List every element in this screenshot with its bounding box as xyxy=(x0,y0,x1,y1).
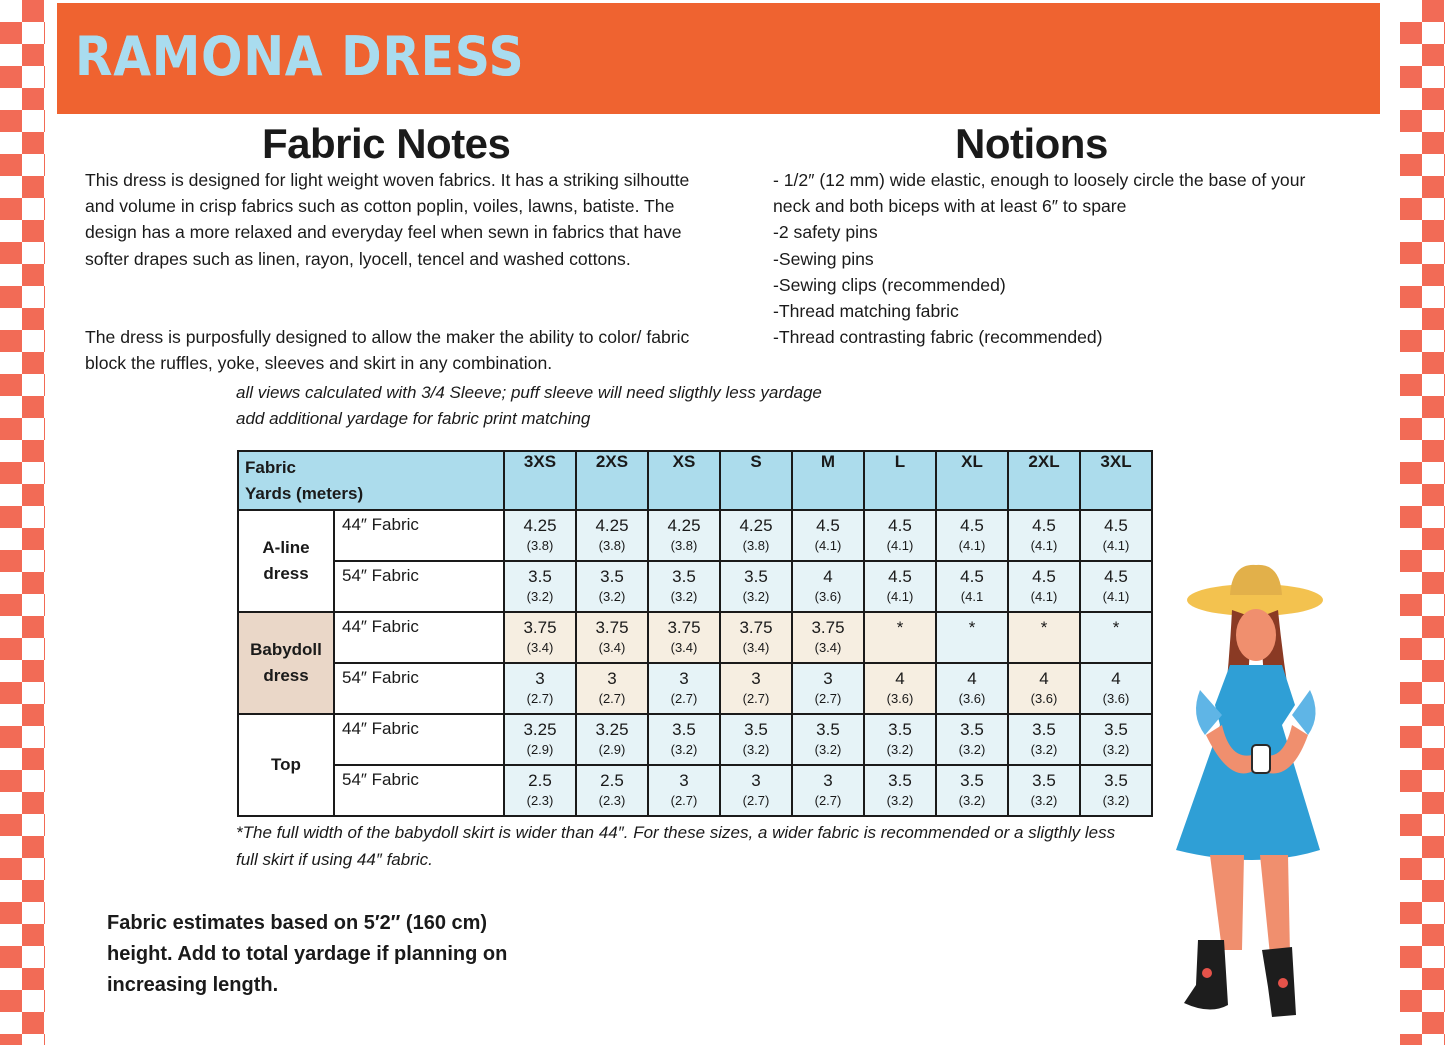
yardage-cell xyxy=(936,765,1008,816)
yards-value: 4.5 xyxy=(816,516,840,535)
yards-value: 4.5 xyxy=(960,516,984,535)
yardage-cell xyxy=(936,663,1008,714)
yardage-cell xyxy=(504,663,576,714)
yardage-cell xyxy=(720,510,792,561)
yardage-cell xyxy=(576,765,648,816)
checkerboard-border-right xyxy=(1400,0,1445,1045)
yards-value: 3.5 xyxy=(672,567,696,586)
fabric-width-label: 44″ Fabric xyxy=(334,714,504,765)
meters-value: (2.3) xyxy=(526,793,554,808)
yards-value: 4 xyxy=(823,567,833,586)
yardage-cell xyxy=(504,765,576,816)
yardage-cell xyxy=(1008,663,1080,714)
yardage-cell xyxy=(648,612,720,663)
yards-value: 2.5 xyxy=(528,771,552,790)
size-header: 2XL xyxy=(1008,451,1080,510)
fabric-width-label: 54″ Fabric xyxy=(334,663,504,714)
yards-value: 3.5 xyxy=(744,720,768,739)
meters-value: (4.1) xyxy=(814,538,842,553)
meters-value: (3.8) xyxy=(526,538,554,553)
yardage-cell xyxy=(1080,510,1152,561)
meters-value: (2.9) xyxy=(526,742,554,757)
yards-value: 2.5 xyxy=(600,771,624,790)
yardage-cell xyxy=(1080,663,1152,714)
yardage-cell xyxy=(720,663,792,714)
meters-value: (3.6) xyxy=(814,589,842,604)
yardage-cell xyxy=(504,714,576,765)
meters-value: (3.2) xyxy=(958,742,986,757)
yardage-cell xyxy=(792,765,864,816)
table-note-print-matching: add additional yardage for fabric print matching xyxy=(236,409,591,428)
yards-value: 3.5 xyxy=(528,567,552,586)
yardage-cell xyxy=(792,612,864,663)
yards-value: 4 xyxy=(967,669,977,688)
yards-value: 3.5 xyxy=(1104,720,1128,739)
table-corner-header xyxy=(238,451,504,510)
row-group-label xyxy=(238,510,334,612)
meters-value: (3.6) xyxy=(886,691,914,706)
meters-value: (3.2) xyxy=(1030,742,1058,757)
fabric-width-label: 54″ Fabric xyxy=(334,561,504,612)
size-header: 3XL xyxy=(1080,451,1152,510)
meters-value: (3.2) xyxy=(886,742,914,757)
yardage-cell xyxy=(576,663,648,714)
size-header: S xyxy=(720,451,792,510)
notion-item: -2 safety pins xyxy=(773,222,878,243)
yardage-cell xyxy=(936,612,1008,663)
meters-value: (3.2) xyxy=(526,589,554,604)
babydoll-footnote: *The full width of the babydoll skirt is wider than 44″. For these sizes, a wider fabric is recommended or a sligthly less full skirt if using 44″ fabric. xyxy=(236,823,1116,869)
yardage-cell xyxy=(648,561,720,612)
yardage-cell xyxy=(648,510,720,561)
yardage-cell xyxy=(792,714,864,765)
yards-value: 3.5 xyxy=(672,720,696,739)
meters-value: (4.1) xyxy=(1102,538,1130,553)
meters-value: (3.4) xyxy=(814,640,842,655)
group-label-line: dress xyxy=(263,666,309,685)
yardage-cell xyxy=(1008,714,1080,765)
group-label-line: Top xyxy=(271,755,301,774)
yards-value: 3.75 xyxy=(811,618,845,637)
group-label-line: Babydoll xyxy=(250,640,322,659)
yards-value: 4.5 xyxy=(1104,516,1128,535)
yardage-cell xyxy=(1080,612,1152,663)
yardage-cell xyxy=(720,561,792,612)
yards-value: 3 xyxy=(751,669,761,688)
meters-value: (4.1) xyxy=(886,538,914,553)
yardage-cell xyxy=(504,510,576,561)
table-row xyxy=(238,714,1152,765)
yards-value: 3.5 xyxy=(1104,771,1128,790)
yardage-cell xyxy=(792,510,864,561)
yards-value: 4.5 xyxy=(1032,567,1056,586)
row-group-label xyxy=(238,612,334,714)
yards-value: 3.75 xyxy=(667,618,701,637)
yardage-cell xyxy=(864,612,936,663)
meters-value: (2.7) xyxy=(526,691,554,706)
yards-value: 4.5 xyxy=(888,516,912,535)
yards-value: 3.5 xyxy=(1032,771,1056,790)
yardage-cell xyxy=(792,561,864,612)
yardage-cell xyxy=(576,561,648,612)
yardage-cell xyxy=(1080,765,1152,816)
meters-value: (3.6) xyxy=(958,691,986,706)
yardage-cell xyxy=(504,612,576,663)
yardage-cell xyxy=(792,663,864,714)
size-header: L xyxy=(864,451,936,510)
yardage-cell xyxy=(576,510,648,561)
yardage-cell xyxy=(936,510,1008,561)
yards-value: 3.5 xyxy=(960,771,984,790)
notions-list xyxy=(773,167,1333,350)
notions-heading: Notions xyxy=(955,120,1108,167)
yards-value: 4.5 xyxy=(960,567,984,586)
yards-value: 3.75 xyxy=(595,618,629,637)
yardage-cell xyxy=(648,714,720,765)
yards-value: 3 xyxy=(823,669,833,688)
meters-value: (3.2) xyxy=(598,589,626,604)
meters-value: (3.2) xyxy=(1102,742,1130,757)
meters-value: (3.2) xyxy=(670,589,698,604)
yardage-cell xyxy=(1080,714,1152,765)
yardage-cell xyxy=(1008,765,1080,816)
table-row xyxy=(238,510,1152,561)
yards-value: 3.5 xyxy=(744,567,768,586)
size-header: XS xyxy=(648,451,720,510)
meters-value: (4.1) xyxy=(886,589,914,604)
size-header: M xyxy=(792,451,864,510)
meters-value: (4.1 xyxy=(960,589,984,604)
yardage-cell xyxy=(720,714,792,765)
yards-value: 3 xyxy=(823,771,833,790)
notion-item: -Thread contrasting fabric (recommended) xyxy=(773,327,1103,348)
fabric-notes-paragraph-2: The dress is purposfully designed to allow the maker the ability to color/ fabric block the ruffles, yoke, sleeves and skirt in any combination. xyxy=(85,327,690,374)
yards-value: 3 xyxy=(535,669,545,688)
yards-value: 3.75 xyxy=(523,618,557,637)
table-row xyxy=(238,765,1152,816)
yards-value: 3.5 xyxy=(888,771,912,790)
row-group-label xyxy=(238,714,334,816)
table-row xyxy=(238,561,1152,612)
yards-value: 3.5 xyxy=(816,720,840,739)
yards-value: 3 xyxy=(679,669,689,688)
yards-value: 4.25 xyxy=(523,516,557,535)
yardage-cell xyxy=(864,561,936,612)
fabric-width-label: 44″ Fabric xyxy=(334,612,504,663)
yards-value: 3.25 xyxy=(523,720,557,739)
meters-value: (3.2) xyxy=(958,793,986,808)
meters-value: (3.2) xyxy=(670,742,698,757)
yards-value: 4.25 xyxy=(739,516,773,535)
yards-value: 4 xyxy=(895,669,905,688)
yardage-cell xyxy=(720,612,792,663)
yards-value: 4.25 xyxy=(667,516,701,535)
meters-value: (2.7) xyxy=(670,691,698,706)
yardage-cell xyxy=(576,612,648,663)
yards-value: 3 xyxy=(679,771,689,790)
yardage-cell xyxy=(864,510,936,561)
yardage-cell xyxy=(864,663,936,714)
size-header: 2XS xyxy=(576,451,648,510)
yards-value: 4.5 xyxy=(1032,516,1056,535)
meters-value: (3.4) xyxy=(742,640,770,655)
fabric-notes-paragraph-1: This dress is designed for light weight woven fabrics. It has a striking silhoutte and volume in crisp fabrics such as cotton poplin, voiles, lawns, batiste. The design has a more relaxed and everyday feel when sewn in fabrics that have softer drapes such as linen, rayon, lyocell, tencel and washed cottons. xyxy=(85,170,690,269)
meters-value: (3.2) xyxy=(886,793,914,808)
meters-value: (2.7) xyxy=(670,793,698,808)
yardage-cell xyxy=(720,765,792,816)
group-label-line: A-line xyxy=(262,538,310,557)
height-note: Fabric estimates based on 5′2″ (160 cm) height. Add to total yardage if planning on increasing length. xyxy=(107,912,508,996)
yards-value: * xyxy=(1112,618,1120,637)
yardage-table xyxy=(237,450,1153,817)
yards-value: 3.5 xyxy=(600,567,624,586)
meters-value: (2.3) xyxy=(598,793,626,808)
notion-item: -Sewing clips (recommended) xyxy=(773,274,1006,295)
meters-value: (2.7) xyxy=(814,691,842,706)
title-banner xyxy=(57,3,1380,114)
meters-value: (3.2) xyxy=(742,589,770,604)
meters-value: (2.7) xyxy=(598,691,626,706)
meters-value: (3.4) xyxy=(598,640,626,655)
yards-value: * xyxy=(968,618,976,637)
meters-value: (3.8) xyxy=(742,538,770,553)
group-label-line: dress xyxy=(263,564,309,583)
table-row xyxy=(238,612,1152,663)
size-header: 3XS xyxy=(504,451,576,510)
notion-item: - 1/2″ (12 mm) wide elastic, enough to loosely circle the base of your neck and both biceps with at least 6″ to spare xyxy=(773,170,1306,217)
brand-title: RAMONA DRESS xyxy=(75,25,525,88)
fabric-width-label: 44″ Fabric xyxy=(334,510,504,561)
yards-value: 3.5 xyxy=(1032,720,1056,739)
size-header: XL xyxy=(936,451,1008,510)
table-note-sleeve: all views calculated with 3/4 Sleeve; puff sleeve will need sligthly less yardage xyxy=(236,383,822,402)
corner-label-units: Yards (meters) xyxy=(245,484,364,503)
meters-value: (2.7) xyxy=(814,793,842,808)
meters-value: (4.1) xyxy=(1102,589,1130,604)
fabric-width-label: 54″ Fabric xyxy=(334,765,504,816)
meters-value: (4.1) xyxy=(958,538,986,553)
meters-value: (3.8) xyxy=(670,538,698,553)
meters-value: (2.7) xyxy=(742,793,770,808)
yards-value: * xyxy=(896,618,904,637)
meters-value: (3.8) xyxy=(598,538,626,553)
yards-value: 4 xyxy=(1111,669,1121,688)
yards-value: 3.5 xyxy=(960,720,984,739)
meters-value: (3.2) xyxy=(1102,793,1130,808)
meters-value: (3.2) xyxy=(1030,793,1058,808)
meters-value: (3.2) xyxy=(814,742,842,757)
meters-value: (4.1) xyxy=(1030,538,1058,553)
yardage-cell xyxy=(936,561,1008,612)
meters-value: (3.6) xyxy=(1102,691,1130,706)
yardage-cell xyxy=(864,714,936,765)
yardage-cell xyxy=(864,765,936,816)
cowgirl-illustration xyxy=(1160,555,1340,1035)
yardage-cell xyxy=(504,561,576,612)
yards-value: 4 xyxy=(1039,669,1049,688)
checkerboard-border-left xyxy=(0,0,45,1045)
yards-value: 3 xyxy=(607,669,617,688)
yards-value: * xyxy=(1040,618,1048,637)
yards-value: 3.25 xyxy=(595,720,629,739)
meters-value: (2.9) xyxy=(598,742,626,757)
yardage-cell xyxy=(1008,510,1080,561)
notion-item: -Thread matching fabric xyxy=(773,301,959,322)
fabric-notes-heading: Fabric Notes xyxy=(262,120,511,167)
notion-item: -Sewing pins xyxy=(773,248,874,269)
yards-value: 3.75 xyxy=(739,618,773,637)
meters-value: (2.7) xyxy=(742,691,770,706)
yardage-cell xyxy=(1008,612,1080,663)
yardage-cell xyxy=(1080,561,1152,612)
yards-value: 4.5 xyxy=(1104,567,1128,586)
yards-value: 4.5 xyxy=(888,567,912,586)
table-header-row xyxy=(238,451,1152,510)
meters-value: (3.4) xyxy=(670,640,698,655)
yardage-cell xyxy=(648,765,720,816)
yardage-cell xyxy=(576,714,648,765)
meters-value: (4.1) xyxy=(1030,589,1058,604)
meters-value: (3.4) xyxy=(526,640,554,655)
yardage-cell xyxy=(648,663,720,714)
corner-label-fabric: Fabric xyxy=(245,458,297,477)
yards-value: 4.25 xyxy=(595,516,629,535)
yardage-cell xyxy=(1008,561,1080,612)
table-row xyxy=(238,663,1152,714)
yards-value: 3 xyxy=(751,771,761,790)
meters-value: (3.2) xyxy=(742,742,770,757)
yardage-cell xyxy=(936,714,1008,765)
yards-value: 3.5 xyxy=(888,720,912,739)
meters-value: (3.6) xyxy=(1030,691,1058,706)
